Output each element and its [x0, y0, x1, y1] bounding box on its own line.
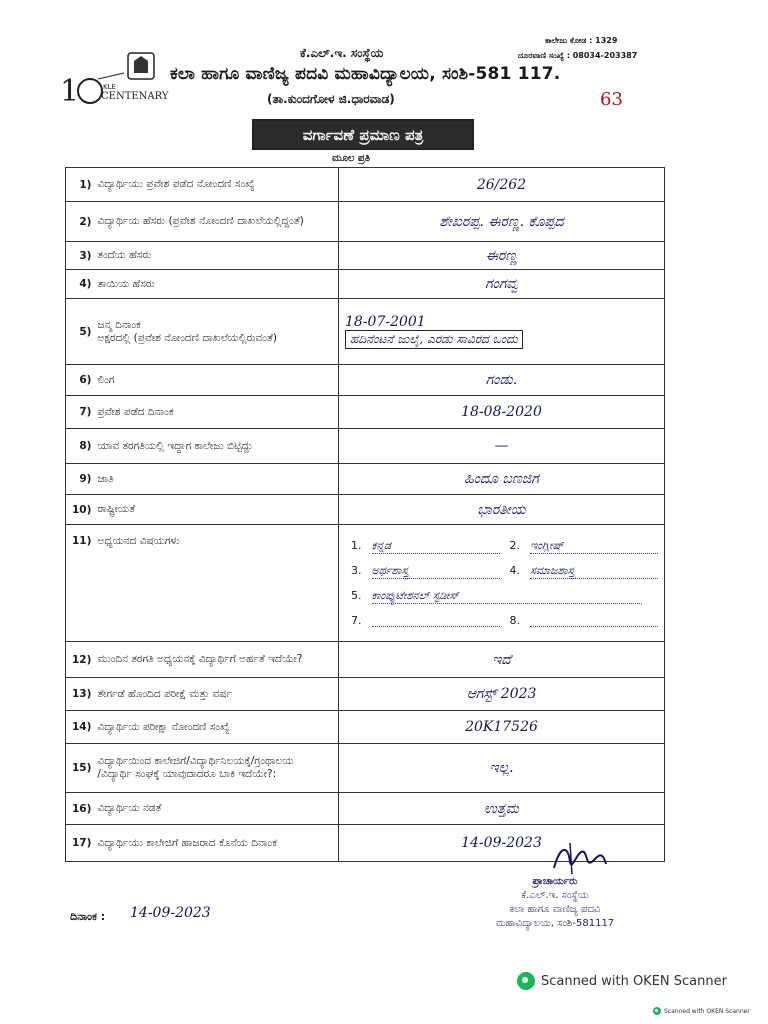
- row-value: ಭಾರತೀಯ: [339, 495, 665, 525]
- row-label: ಮುಂದಿನ ತರಗತಿ ಅಧ್ಯಯನಕ್ಕೆ ವಿದ್ಯಾರ್ಥಿಗೆ ಅರ್ಹತೆ ಇದೆಯೇ?: [93, 642, 338, 678]
- row-label: ವಿದ್ಯಾರ್ಥಿಯು ಕಾಲೇಜಿಗೆ ಹಾಜರಾದ ಕೊನೆಯ ದಿನಾಂಕ: [93, 825, 338, 862]
- row-number: 14): [66, 711, 94, 744]
- table-row: [66, 678, 665, 711]
- row-number: 12): [66, 642, 94, 678]
- oken-logo-icon: [517, 972, 535, 990]
- row-label: ತಾಯಿಯ ಹೆಸರು: [93, 270, 338, 299]
- row-value: 26/262: [339, 168, 665, 202]
- row-value: ಗಂಗವ್ವ: [339, 270, 665, 299]
- table-row: [66, 744, 665, 793]
- subject-3: ಅರ್ಥಶಾಸ್ತ್ರ: [372, 564, 500, 579]
- kle-centenary-logo: [58, 45, 170, 115]
- row-number: 8): [66, 429, 94, 464]
- row-label: ವಿದ್ಯಾರ್ಥಿಯ ಪರೀಕ್ಷಾ ನೋಂದಣಿ ಸಂಖ್ಯೆ: [93, 711, 338, 744]
- scanner-label: Scanned with OKEN Scanner: [541, 973, 727, 989]
- table-row: [66, 270, 665, 299]
- row-label: ವಿದ್ಯಾರ್ಥಿಯ ಹೆಸರು (ಪ್ರವೇಶ ನೋಂದಣಿ ದಾಖಲೆಯಲ್ಲಿದ್ದಂತೆ): [93, 202, 338, 242]
- certificate-title: ವರ್ಗಾವಣೆ ಪ್ರಮಾಣ ಪತ್ರ: [252, 119, 474, 150]
- row-value: 20K17526: [339, 711, 665, 744]
- subjects-list: [345, 539, 658, 627]
- stamp-line: ಪ್ರಾಚಾರ್ಯರು: [532, 876, 578, 887]
- subject-7: [372, 614, 500, 627]
- row-value: ಹಿಂದೂ ಬಣಜಿಗ: [339, 464, 665, 495]
- college-address: (ತಾ.ಕುಂದಗೋಳ ಜಿ.ಧಾರವಾಡ): [267, 92, 395, 106]
- row-number: 5): [66, 299, 94, 365]
- dues-label: ವಿದ್ಯಾರ್ಥಿಯಿಂದ ಕಾಲೇಜಿಗೆ/ವಿದ್ಯಾರ್ಥಿನಿಲಯಕ್ಕೆ/ಗ್ರಂಥಾಲಯ: [97, 755, 294, 767]
- dues-label-2: /ವಿದ್ಯಾರ್ಥಿ ಸಂಘಕ್ಕೆ ಯಾವುದಾದರೂ ಬಾಕಿ ಇದೆಯೇ?:: [97, 768, 277, 780]
- table-row: [66, 429, 665, 464]
- subject-number: 7.: [351, 614, 362, 627]
- scanner-watermark: [517, 972, 727, 990]
- dob-words-label: ಅಕ್ಷರದಲ್ಲಿ (ಪ್ರವೇಶ ನೋಂದಣಿ ದಾಖಲೆಯಲ್ಲಿರುವಂತೆ): [97, 331, 277, 344]
- row-value: —: [339, 429, 665, 464]
- row-value: 18-08-2020: [339, 396, 665, 429]
- row-label: [93, 744, 338, 793]
- stamp-line: ಕೆ.ಎಲ್.ಇ. ಸಂಸ್ಥೆಯ: [521, 890, 589, 901]
- subjects-cell: [339, 525, 665, 642]
- row-number: 3): [66, 242, 94, 270]
- subject-5: ಕಾಂಪ್ಯುಟೇಶನಲ್ ಸ್ಟಡೀಸ್: [372, 589, 642, 604]
- scanner-watermark-small: [653, 1007, 750, 1015]
- row-number: 10): [66, 495, 94, 525]
- subject-number: 5.: [351, 589, 362, 602]
- subject-1: ಕನ್ನಡ: [372, 539, 500, 554]
- row-label: ಲಿಂಗ: [93, 365, 338, 396]
- table-row: [66, 642, 665, 678]
- table-row: [66, 365, 665, 396]
- table-row: [66, 202, 665, 242]
- table-row: [66, 396, 665, 429]
- row-label: ಪ್ರವೇಶ ಪಡೆದ ದಿನಾಂಕ: [93, 396, 338, 429]
- table-row: [66, 242, 665, 270]
- table-row: [66, 464, 665, 495]
- subject-pair: [351, 539, 658, 554]
- subject-number: 4.: [509, 564, 520, 577]
- oken-logo-icon: [653, 1007, 661, 1015]
- institution-line: ಕೆ.ಎಲ್.ಇ. ಸಂಸ್ಥೆಯ: [300, 46, 384, 60]
- stamp-line: ಕಲಾ ಹಾಗೂ ವಾಣಿಜ್ಯ ಪದವಿ: [509, 904, 601, 915]
- college-phone: ದೂರವಾಣಿ ಸಂಖ್ಯೆ : 08034-203387: [518, 51, 638, 60]
- table-row: [66, 168, 665, 202]
- dob-label: ಜನ್ಮ ದಿನಾಂಕ: [97, 318, 141, 331]
- row-value: ಗಂಡು.: [339, 365, 665, 396]
- row-value: ಈರಣ್ಣ: [339, 242, 665, 270]
- row-label: ತೇರ್ಗಡೆ ಹೊಂದಿದ ಪರೀಕ್ಷೆ ಮತ್ತು ವರ್ಷ: [93, 678, 338, 711]
- row-label: ಅಧ್ಯಯನದ ವಿಷಯಗಳು: [93, 525, 338, 642]
- document-number: 63: [600, 89, 623, 110]
- subject-pair: [351, 564, 658, 579]
- row-number: 16): [66, 793, 94, 825]
- copy-label: ಮೂಲ ಪ್ರತಿ: [332, 153, 371, 164]
- dob-value: 18-07-2001: [345, 314, 426, 330]
- row-number: 6): [66, 365, 94, 396]
- principal-signature: [550, 838, 610, 878]
- subject-8: [530, 614, 658, 627]
- subject-2: ಇಂಗ್ಲೀಷ್: [530, 539, 658, 554]
- row-value: 14-09-2023: [339, 825, 665, 862]
- principal-stamp: [470, 875, 640, 931]
- row-value: ಇಲ್ಲ.: [339, 744, 665, 793]
- row-number: 7): [66, 396, 94, 429]
- certificate-table: [65, 167, 665, 862]
- row-number: 1): [66, 168, 94, 202]
- row-label: [93, 299, 338, 365]
- row-value: ಶೇಖರಪ್ಪ. ಈರಣ್ಣ. ಕೊಪ್ಪದ: [339, 202, 665, 242]
- row-number: 17): [66, 825, 94, 862]
- row-label: ತಂದೆಯ ಹೆಸರು: [93, 242, 338, 270]
- svg-text:CENTENARY: CENTENARY: [101, 91, 169, 102]
- subject-pair: [351, 589, 642, 604]
- row-number: 15): [66, 744, 94, 793]
- row-label: ವಿದ್ಯಾರ್ಥಿಯು ಪ್ರವೇಶ ಪಡೆದ ನೋಂದಣಿ ಸಂಖ್ಯೆ: [93, 168, 338, 202]
- row-number: 9): [66, 464, 94, 495]
- row-label: ವಿದ್ಯಾರ್ಥಿಯ ನಡತೆ: [93, 793, 338, 825]
- subject-number: 2.: [509, 539, 520, 552]
- row-number: 11): [66, 525, 94, 642]
- dob-words-value: ಹದಿನೆಂಟನೆ ಜುಲೈ, ಎರಡು ಸಾವಿರದ ಒಂದು: [345, 330, 523, 349]
- college-name: ಕಲಾ ಹಾಗೂ ವಾಣಿಜ್ಯ ಪದವಿ ಮಹಾವಿದ್ಯಾಲಯ, ಸಂಶಿ-581 117.: [170, 64, 561, 84]
- row-number: 2): [66, 202, 94, 242]
- row-value: [339, 299, 665, 365]
- college-code: ಕಾಲೇಜು ಕೋಡ : 1329: [545, 36, 618, 45]
- subject-number: 1.: [351, 539, 362, 552]
- row-label: ಜಾತಿ: [93, 464, 338, 495]
- subject-number: 3.: [351, 564, 362, 577]
- svg-text:1: 1: [60, 74, 80, 109]
- date-value: 14-09-2023: [130, 905, 211, 921]
- row-label: ಯಾವ ತರಗತಿಯಲ್ಲಿ ಇದ್ದಾಗ ಕಾಲೇಜು ಬಿಟ್ಟಿದ್ದು: [93, 429, 338, 464]
- row-value: ಇದೆ: [339, 642, 665, 678]
- table-row: [66, 525, 665, 642]
- row-value: ಆಗಸ್ಟ್ 2023: [339, 678, 665, 711]
- subject-number: 8.: [509, 614, 520, 627]
- row-value: ಉತ್ತಮ: [339, 793, 665, 825]
- table-row: [66, 299, 665, 365]
- subject-4: ಸಮಾಜಶಾಸ್ತ್ರ: [530, 564, 658, 579]
- row-number: 4): [66, 270, 94, 299]
- scanner-label-small: Scanned with OKEN Scanner: [664, 1007, 750, 1015]
- subject-pair: [351, 614, 658, 627]
- table-row: [66, 711, 665, 744]
- row-number: 13): [66, 678, 94, 711]
- svg-text:KLE: KLE: [103, 83, 116, 91]
- row-label: ರಾಷ್ಟ್ರೀಯತೆ: [93, 495, 338, 525]
- table-row: [66, 495, 665, 525]
- stamp-line: ಮಹಾವಿದ್ಯಾಲಯ, ಸಂಶಿ-581117: [495, 918, 615, 929]
- date-label: ದಿನಾಂಕ :: [70, 910, 106, 923]
- table-row: [66, 793, 665, 825]
